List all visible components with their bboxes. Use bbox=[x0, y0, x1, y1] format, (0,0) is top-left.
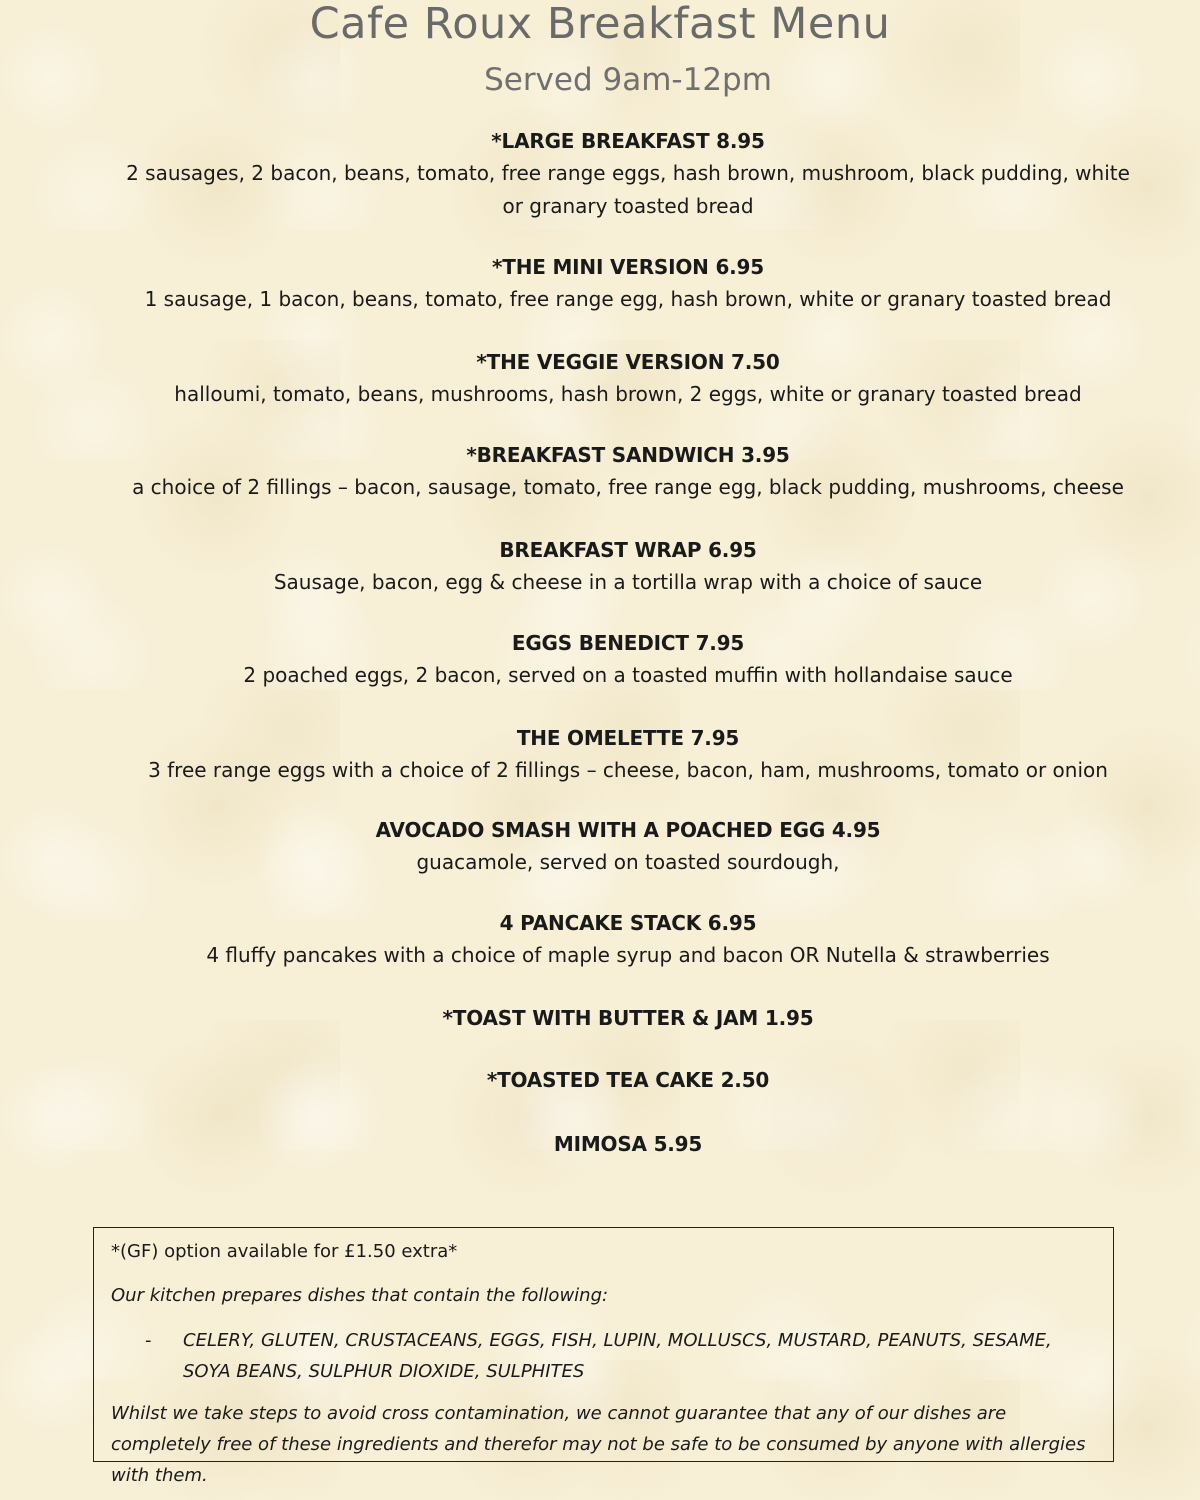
item-name: *THE VEGGIE VERSION 7.50 bbox=[476, 350, 780, 374]
gf-option-note: *(GF) option available for £1.50 extra* bbox=[111, 1241, 458, 1262]
item-description: 1 sausage, 1 bacon, beans, tomato, free range egg, hash brown, white or granary toasted bread bbox=[144, 287, 1112, 311]
menu-subtitle: Served 9am-12pm bbox=[484, 62, 772, 98]
allergen-list-item bbox=[111, 1325, 1091, 1387]
item-name: *THE MINI VERSION 6.95 bbox=[492, 255, 764, 279]
menu-item bbox=[0, 536, 1200, 599]
allergy-disclaimer: Whilst we take steps to avoid cross contamination, we cannot guarantee that any of our dishes are completely free of these ingredients and therefor may not be safe to be consumed by anyone with allergies with them. bbox=[111, 1403, 1086, 1486]
menu-item bbox=[0, 127, 1200, 223]
item-description: Sausage, bacon, egg & cheese in a tortilla wrap with a choice of sauce bbox=[273, 570, 983, 594]
menu-item bbox=[0, 348, 1200, 411]
item-name: THE OMELETTE 7.95 bbox=[516, 726, 740, 750]
menu-title: Cafe Roux Breakfast Menu bbox=[309, 0, 891, 49]
allergen-list: CELERY, GLUTEN, CRUSTACEANS, EGGS, FISH, LUPIN, MOLLUSCS, MUSTARD, PEANUTS, SESAME, SOYA BEANS, SULPHUR DIOXIDE, SULPHITES bbox=[183, 1330, 1052, 1382]
menu-item bbox=[0, 909, 1200, 972]
item-name: *TOAST WITH BUTTER & JAM 1.95 bbox=[442, 1006, 814, 1030]
item-description: 2 sausages, 2 bacon, beans, tomato, free range eggs, hash brown, mushroom, black pudding, white or granary toasted bread bbox=[126, 161, 1130, 218]
item-name: 4 PANCAKE STACK 6.95 bbox=[499, 911, 757, 935]
item-name: *TOASTED TEA CAKE 2.50 bbox=[486, 1068, 770, 1092]
item-description: a choice of 2 fillings – bacon, sausage, tomato, free range egg, black pudding, mushrooms, cheese bbox=[132, 475, 1124, 499]
menu-item bbox=[0, 1130, 1200, 1158]
menu-item bbox=[0, 253, 1200, 316]
item-description: 2 poached eggs, 2 bacon, served on a toasted muffin with hollandaise sauce bbox=[243, 663, 1013, 687]
item-description: halloumi, tomato, beans, mushrooms, hash brown, 2 eggs, white or granary toasted bread bbox=[174, 382, 1082, 406]
item-name: BREAKFAST WRAP 6.95 bbox=[499, 538, 757, 562]
menu-item bbox=[0, 816, 1200, 879]
menu-item bbox=[0, 1066, 1200, 1094]
item-name: EGGS BENEDICT 7.95 bbox=[511, 631, 745, 655]
menu-item bbox=[0, 1004, 1200, 1032]
item-name: *BREAKFAST SANDWICH 3.95 bbox=[466, 443, 790, 467]
menu-item bbox=[0, 629, 1200, 692]
item-name: *LARGE BREAKFAST 8.95 bbox=[491, 129, 765, 153]
bullet-dash: - bbox=[145, 1330, 152, 1351]
menu-item bbox=[0, 441, 1200, 504]
item-name: MIMOSA 5.95 bbox=[553, 1132, 703, 1156]
allergen-notice-box bbox=[93, 1227, 1114, 1486]
kitchen-intro: Our kitchen prepares dishes that contain the following: bbox=[111, 1285, 609, 1306]
item-name: AVOCADO SMASH WITH A POACHED EGG 4.95 bbox=[375, 818, 881, 842]
menu-item bbox=[0, 724, 1200, 787]
item-description: 4 fluffy pancakes with a choice of maple syrup and bacon OR Nutella & strawberries bbox=[206, 943, 1050, 967]
item-description: guacamole, served on toasted sourdough, bbox=[416, 850, 840, 874]
item-description: 3 free range eggs with a choice of 2 fillings – cheese, bacon, ham, mushrooms, tomato or onion bbox=[148, 758, 1108, 782]
